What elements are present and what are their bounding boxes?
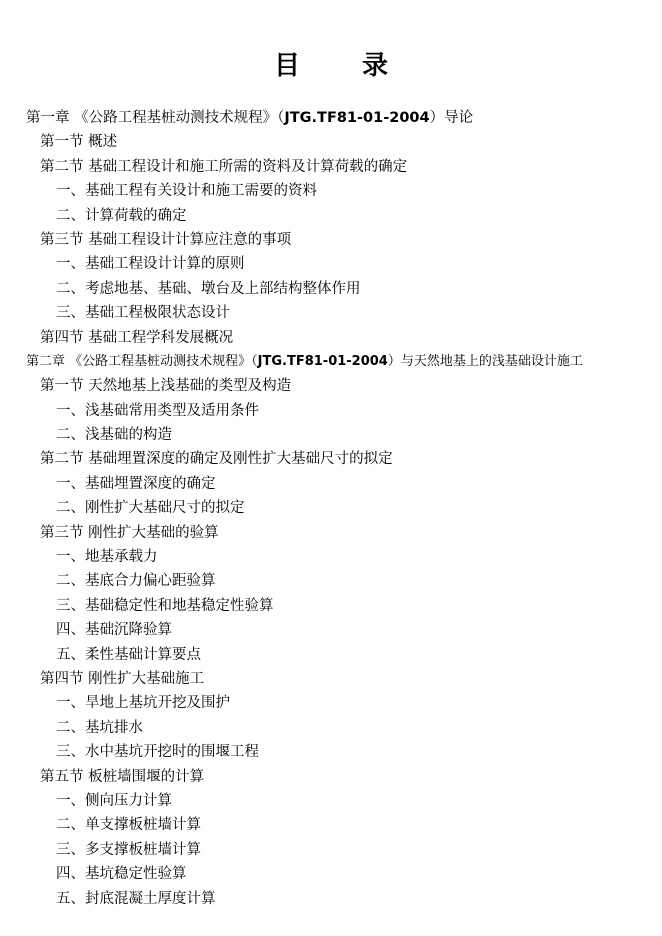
chapter-title-suffix: ）与天然地基上的浅基础设计施工 xyxy=(387,353,583,369)
toc-subsection-item: 四、基坑稳定性验算 xyxy=(56,866,187,883)
toc-subsection-item: 二、考虑地基、基础、墩台及上部结构整体作用 xyxy=(56,280,361,297)
toc-section-heading: 第一节 天然地基上浅基础的类型及构造 xyxy=(40,378,292,395)
toc-subsection-item: 一、旱地上基坑开挖及围护 xyxy=(56,695,230,712)
toc-subsection-item: 一、浅基础常用类型及适用条件 xyxy=(56,402,259,419)
toc-subsection-item: 二、计算荷载的确定 xyxy=(56,207,187,224)
toc-subsection-item: 四、基础沉降验算 xyxy=(56,622,172,639)
standard-code: JTG.TF81-01-2004 xyxy=(284,110,430,126)
toc-subsection-item: 一、地基承载力 xyxy=(56,549,158,566)
toc-subsection-item: 三、多支撑板桩墙计算 xyxy=(56,841,201,858)
toc-subsection-item: 一、基础工程设计计算的原则 xyxy=(56,256,245,273)
toc-section-heading: 第五节 板桩墙围堰的计算 xyxy=(40,768,205,785)
toc-chapter-heading xyxy=(0,106,662,130)
toc-section-heading: 第二节 基础埋置深度的确定及刚性扩大基础尺寸的拟定 xyxy=(40,451,393,468)
toc-chapter-heading xyxy=(0,350,662,374)
toc-subsection-item: 二、单支撑板桩墙计算 xyxy=(56,817,201,834)
toc-subsection-item: 二、刚性扩大基础尺寸的拟定 xyxy=(56,500,245,517)
toc-section-heading: 第一节 概述 xyxy=(40,134,118,151)
toc-subsection-item: 二、基底合力偏心距验算 xyxy=(56,573,216,590)
toc-subsection-item: 一、侧向压力计算 xyxy=(56,792,172,809)
toc-section-heading: 第四节 刚性扩大基础施工 xyxy=(40,670,205,687)
toc-subsection-item: 五、封底混凝土厚度计算 xyxy=(56,890,216,907)
page-title: 目 录 xyxy=(273,51,406,81)
toc-section-heading: 第二节 基础工程设计和施工所需的资料及计算荷载的确定 xyxy=(40,158,408,175)
toc-subsection-item: 三、基础稳定性和地基稳定性验算 xyxy=(56,597,274,614)
toc-subsection-item: 二、浅基础的构造 xyxy=(56,427,172,444)
chapter-title-text: 第二章 《公路工程基桩动测技术规程》（ xyxy=(26,353,258,369)
chapter-title-text: 第一章 《公路工程基桩动测技术规程》（ xyxy=(26,110,285,126)
toc-subsection-item: 五、柔性基础计算要点 xyxy=(56,646,201,663)
toc-subsection-item: 三、水中基坑开挖时的围堰工程 xyxy=(56,744,259,761)
toc-subsection-item: 二、基坑排水 xyxy=(56,719,143,736)
chapter-title-suffix: ）导论 xyxy=(429,110,474,126)
toc-section-heading: 第四节 基础工程学科发展概况 xyxy=(40,329,234,346)
toc-section-heading: 第三节 基础工程设计计算应注意的事项 xyxy=(40,231,292,248)
table-of-contents xyxy=(0,106,662,911)
toc-subsection-item: 一、基础工程有关设计和施工需要的资料 xyxy=(56,183,317,200)
toc-subsection-item: 三、基础工程极限状态设计 xyxy=(56,305,230,322)
standard-code: JTG.TF81-01-2004 xyxy=(257,353,388,369)
toc-section-heading: 第三节 刚性扩大基础的验算 xyxy=(40,524,219,541)
toc-subsection-item: 一、基础埋置深度的确定 xyxy=(56,475,216,492)
